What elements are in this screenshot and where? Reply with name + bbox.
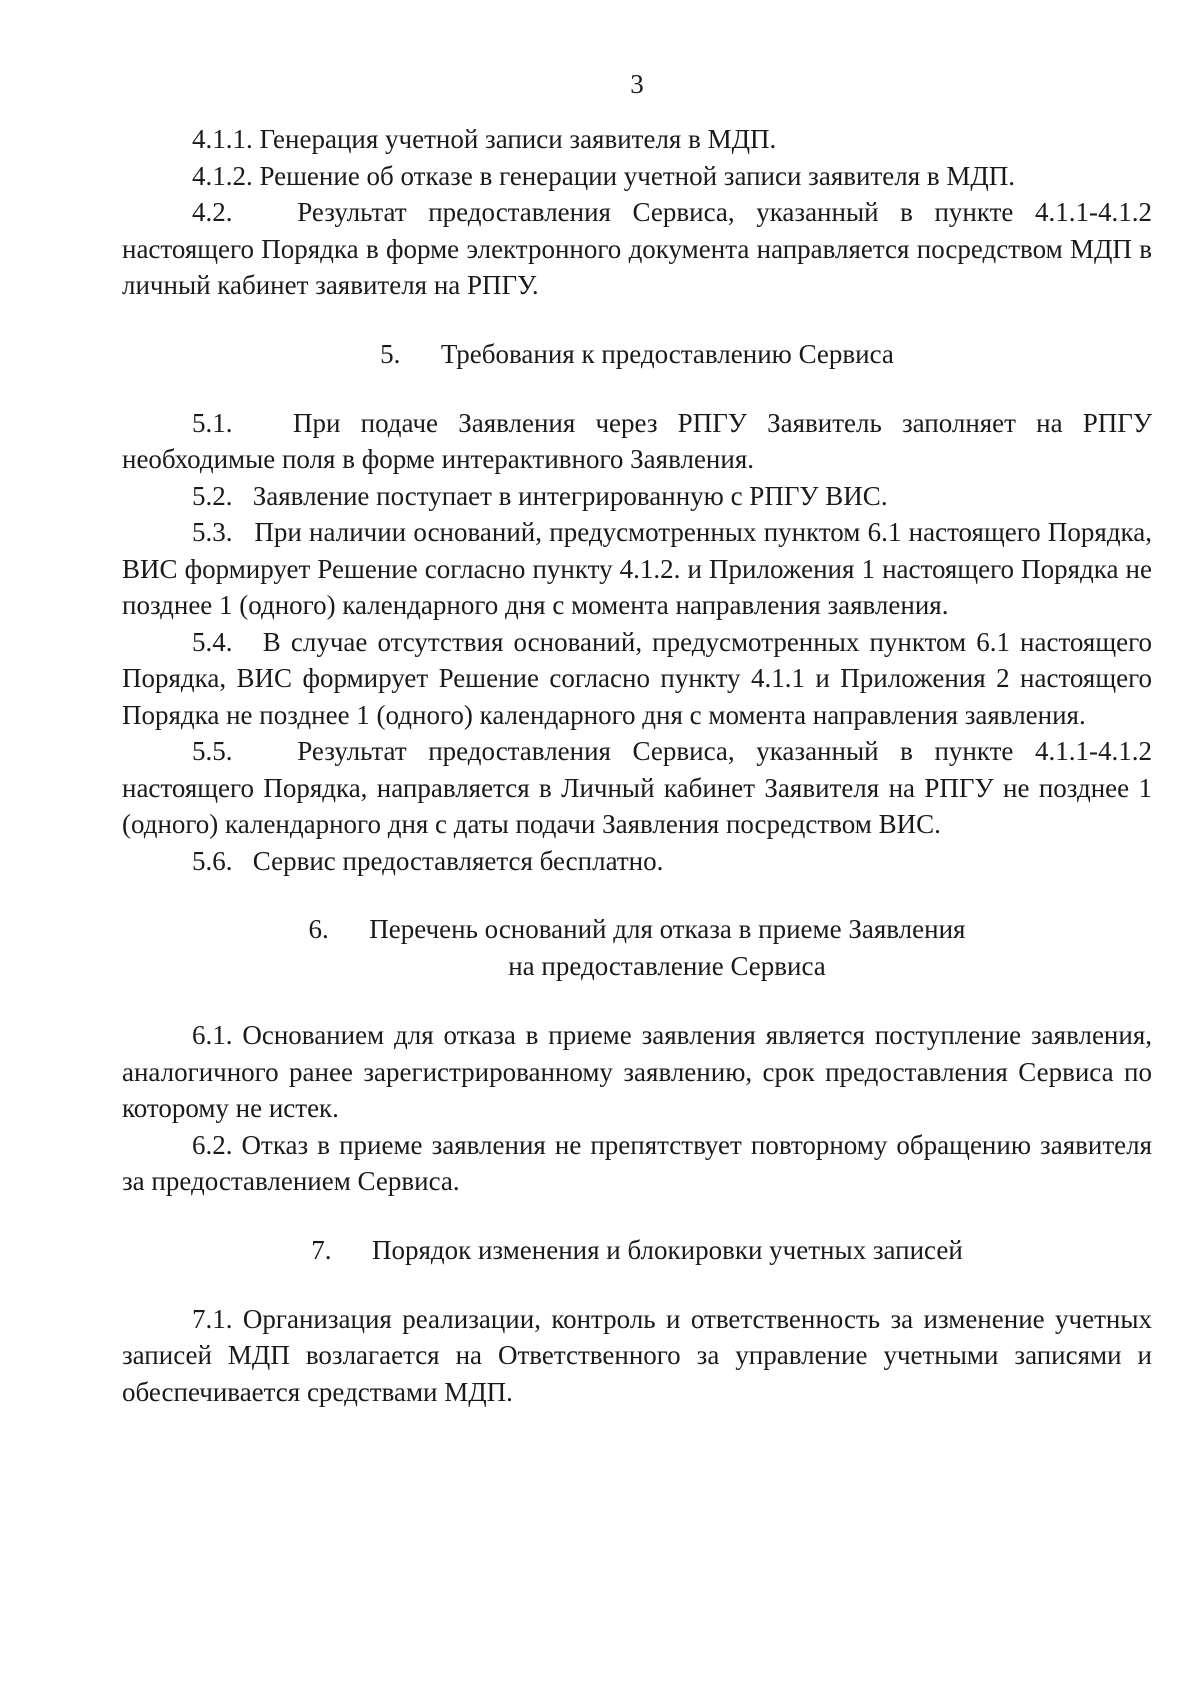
document-page — [122, 0, 1159, 1697]
paragraph-6-2: 6.2. Отказ в приеме заявления не препятствует повторному обращению заявителя за предоставлением Сервиса. — [122, 1129, 1152, 1196]
paragraph-4-1-2: 4.1.2. Решение об отказе в генерации учетной записи заявителя в МДП. — [192, 160, 1016, 191]
section-6-heading-line2: на предоставление Сервиса — [508, 951, 826, 981]
section-5-heading: 5. Требования к предоставлению Сервиса — [380, 338, 894, 369]
paragraph-5-3: 5.3. При наличии оснований, предусмотренных пунктом 6.1 настоящего Порядка, ВИС формирует Решение согласно пункту 4.1.2. и Приложения 1 настоящего Порядка не позднее 1 (одного) календарного дня с момента направления заявления. — [122, 517, 1159, 620]
paragraph-4-1-1: 4.1.1. Генерация учетной записи заявителя в МДП. — [192, 124, 777, 154]
paragraph-4-2: 4.2. Результат предоставления Сервиса, указанный в пункте 4.1.1-4.1.2 настоящего Порядка в форме электронного документа направляется посредством МДП в личный кабинет заявителя на РПГУ. — [122, 197, 1159, 300]
section-7-heading: 7. Порядок изменения и блокировки учетных записей — [311, 1234, 963, 1265]
paragraph-5-5: 5.5. Результат предоставления Сервиса, указанный в пункте 4.1.1-4.1.2 настоящего Порядка, направляется в Личный кабинет Заявителя на РПГУ не позднее 1 (одного) календарного дня с даты подачи Заявления посредством ВИС. — [122, 736, 1159, 839]
paragraph-5-2: 5.2. Заявление поступает в интегрированную с РПГУ ВИС. — [192, 480, 888, 511]
paragraph-6-1: 6.1. Основанием для отказа в приеме заявления является поступление заявления, аналогичного ранее зарегистрированному заявлению, срок предоставления Сервиса по которому не истек. — [122, 1020, 1152, 1123]
section-6-heading-line1: 6. Перечень оснований для отказа в приеме Заявления — [308, 914, 966, 944]
page-number: 3 — [630, 69, 644, 99]
paragraph-5-4: 5.4. В случае отсутствия оснований, предусмотренных пунктом 6.1 настоящего Порядка, ВИС формирует Решение согласно пункту 4.1.1 и Приложения 2 настоящего Порядка не позднее 1 (одного) календарного дня с момента направления заявления. — [122, 626, 1159, 730]
document-body — [122, 121, 1159, 1410]
paragraph-7-1: 7.1. Организация реализации, контроль и ответственность за изменение учетных записей МДП возлагается на Ответственного за управление учетными записями и обеспечивается средствами МДП. — [122, 1303, 1152, 1407]
section-6-heading — [122, 911, 1152, 985]
paragraph-5-1: 5.1. При подаче Заявления через РПГУ Заявитель заполняет на РПГУ необходимые поля в форме интерактивного Заявления. — [122, 407, 1159, 474]
paragraph-5-6: 5.6. Сервис предоставляется бесплатно. — [192, 845, 664, 876]
